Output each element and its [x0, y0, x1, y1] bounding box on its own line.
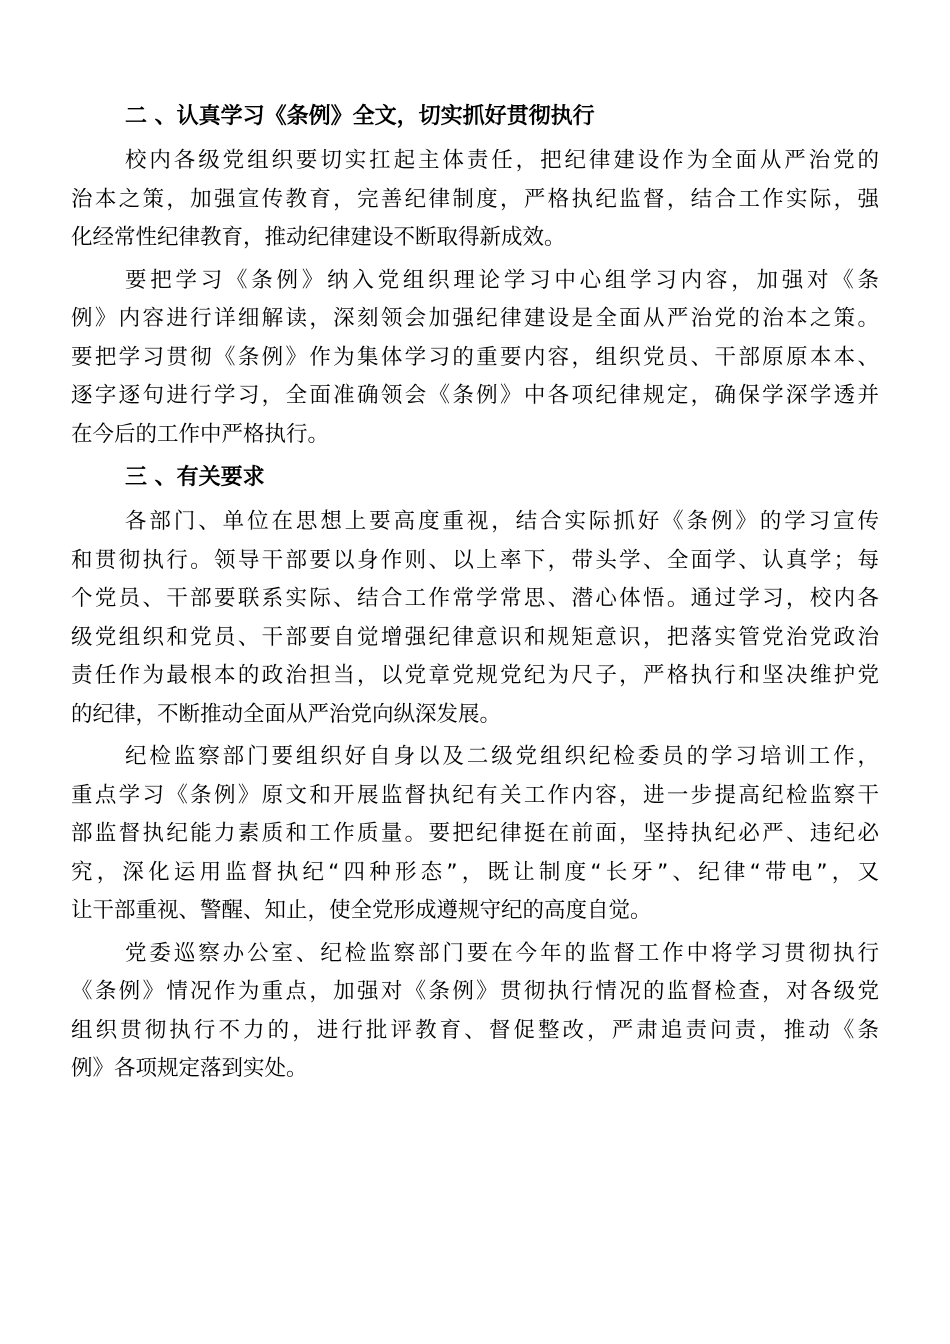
paragraph-line: 责任作为最根本的政治担当，以党章党规党纪为尺子，严格执行和坚决维护党 [71, 663, 879, 688]
paragraph-line: 组织贯彻执行不力的，进行批评教育、督促整改，严肃追责问责，推动《条 [71, 1017, 879, 1043]
paragraph-line: 例》各项规定落到实处。 [71, 1056, 308, 1081]
paragraph-line: 党委巡察办公室、纪检监察部门要在今年的监督工作中将学习贯彻执行 [125, 940, 879, 966]
paragraph [71, 503, 879, 734]
paragraph-line: 的纪律，不断推动全面从严治党向纵深发展。 [71, 701, 502, 727]
paragraph-line: 校内各级党组织要切实扛起主体责任，把纪律建设作为全面从严治党的 [125, 148, 879, 173]
paragraph-line: 让干部重视、警醒、知止，使全党形成遵规守纪的高度自觉。 [71, 898, 652, 923]
paragraph [71, 262, 879, 455]
paragraph [71, 738, 879, 931]
paragraph-line: 部监督执纪能力素质和工作质量。要把纪律挺在前面，坚持执纪必严、违纪必 [71, 821, 879, 846]
paragraph-line: 治本之策，加强宣传教育，完善纪律制度，严格执纪监督，结合工作实际，强 [71, 186, 879, 212]
section-heading-3: 三 、有关要求 [125, 465, 265, 490]
paragraph-line: 化经常性纪律教育，推动纪律建设不断取得新成效。 [71, 225, 566, 250]
paragraph-line: 要把学习《条例》纳入党组织理论学习中心组学习内容，加强对《条 [125, 267, 879, 293]
paragraph-line: 和贯彻执行。领导干部要以身作则、以上率下，带头学、全面学、认真学；每 [71, 547, 879, 573]
paragraph [71, 142, 879, 258]
paragraph-line: 究，深化运用监督执纪“四种形态”，既让制度“长牙”、纪律“带电”，又 [71, 859, 879, 885]
paragraph-line: 个党员、干部要联系实际、结合工作常学常思、潜心体悟。通过学习，校内各 [71, 586, 879, 611]
paragraph-line: 级党组织和党员、干部要自觉增强纪律意识和规矩意识，把落实管党治党政治 [71, 624, 879, 650]
document-body [71, 97, 879, 1093]
paragraph-line: 《条例》情况作为重点，加强对《条例》贯彻执行情况的监督检查，对各级党 [71, 979, 879, 1004]
paragraph-line: 纪检监察部门要组织好自身以及二级党组织纪检委员的学习培训工作， [125, 744, 879, 769]
paragraph-line: 逐字逐句进行学习，全面准确领会《条例》中各项纪律规定，确保学深学透并 [71, 383, 879, 408]
paragraph-line: 在今后的工作中严格执行。 [71, 421, 330, 447]
paragraph-line: 要把学习贯彻《条例》作为集体学习的重要内容，组织党员、干部原原本本、 [71, 344, 879, 370]
paragraph-line: 重点学习《条例》原文和开展监督执纪有关工作内容，进一步提高纪检监察干 [71, 782, 879, 808]
paragraph-line: 各部门、单位在思想上要高度重视，结合实际抓好《条例》的学习宣传 [125, 509, 879, 534]
paragraph [71, 935, 879, 1089]
paragraph-line: 例》内容进行详细解读，深刻领会加强纪律建设是全面从严治党的治本之策。 [71, 306, 879, 331]
section-heading-2: 二 、认真学习《条例》全文，切实抓好贯彻执行 [125, 104, 595, 129]
